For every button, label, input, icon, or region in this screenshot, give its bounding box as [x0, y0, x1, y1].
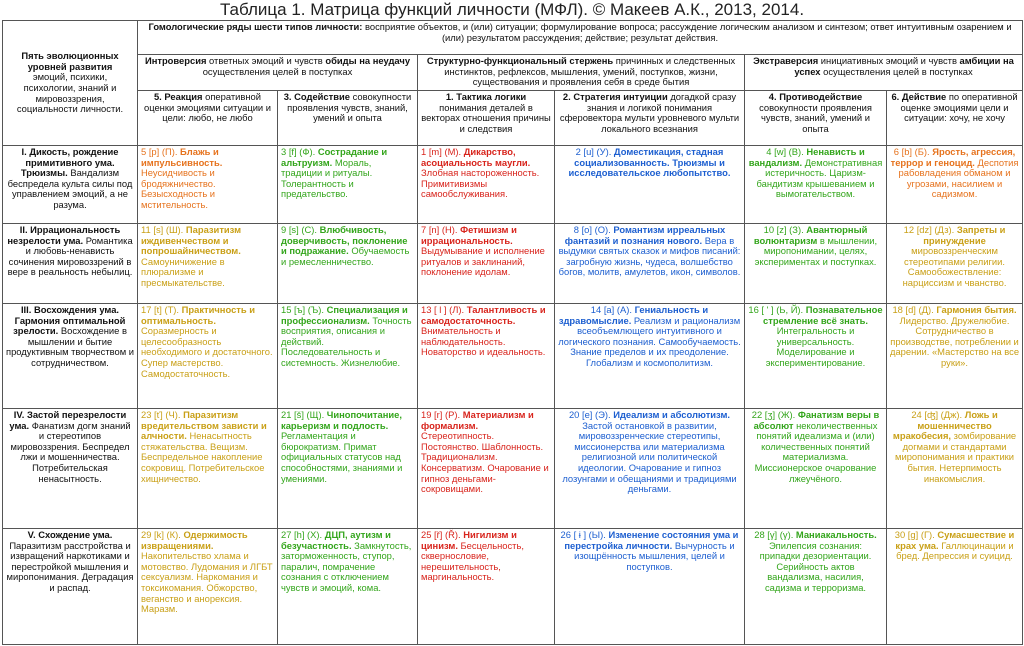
- cell-text: Замкнутость, заторможенность, ступор, паралич, помрачение сознания с отключением чувств и эмоций, кома.: [281, 539, 412, 593]
- group-extraversion: [745, 55, 1023, 91]
- cell-code: 5 [p] (П).: [141, 146, 178, 157]
- table-row: [3, 224, 1023, 304]
- group-text: инициативных эмоций и чувств: [820, 55, 957, 66]
- column-name: 1. Тактика логики: [445, 91, 527, 102]
- cell-text: Лидерство. Дружелюбие. Сотрудничество в производстве, потреблении и дарении. «Мастерство на все руки».: [890, 314, 1020, 368]
- cell-text: Самоуничижение в плюрализме и пресмыкательстве.: [141, 255, 225, 288]
- cell-code: 20 [e] (Э).: [568, 409, 611, 420]
- cell-name: Одержимость извращениями.: [141, 529, 248, 551]
- matrix-cell: [418, 304, 555, 409]
- group-title: Структурно-функциональный стержень: [426, 55, 614, 66]
- cell-text: неколичественных понятий идеализма и (или) количественных понятий материализма. Миссионерское очарование лжеучёного.: [754, 419, 878, 484]
- cell-name: Паразитизм вредительством зависти и алчности.: [141, 409, 267, 442]
- cell-name: Паразитизм иждивенчеством и попрошайничеством.: [141, 224, 242, 257]
- matrix-cell: [745, 529, 887, 645]
- cell-code: 14 [a] (А).: [590, 304, 632, 315]
- matrix-cell: [745, 304, 887, 409]
- cell-code: 3 [f] (Ф).: [281, 146, 316, 157]
- matrix-cell: [555, 409, 745, 529]
- group-structural-core: [418, 55, 745, 91]
- cell-text: Накопительство хлама и мотовство. Лудомания и ЛГБТ сексуализм. Наркомания и токсикомания. Обжорство, веганство и анорексия. Маразм.: [141, 550, 273, 615]
- cell-text: Застой остановкой в развитии, мировоззренческие стереотипы, миссионерства или материализма религиозной или политической идеологии. Очарование и гипноз лозунгами и обещаниями и традициями деньгами.: [562, 419, 737, 495]
- matrix-cell: [138, 304, 278, 409]
- group-title: Интроверсия: [144, 55, 207, 66]
- matrix-cell: [555, 146, 745, 224]
- group-title: Экстраверсия: [753, 55, 819, 66]
- cell-name: Сострадание и альтруизм.: [281, 146, 388, 168]
- cell-code: 23 [ť] (Ч).: [141, 409, 181, 420]
- matrix-cell: [745, 146, 887, 224]
- cell-name: Идеализм и абсолютизм.: [613, 409, 731, 420]
- level-title: III. Восхождения ума. Гармония оптимальной зрелости.: [13, 304, 126, 337]
- matrix-cell: [278, 304, 418, 409]
- matrix-cell: [278, 409, 418, 529]
- personality-matrix-table: [2, 20, 1023, 645]
- cell-code: 12 [dz] (Дз).: [903, 224, 955, 235]
- matrix-cell: [278, 529, 418, 645]
- cell-code: 30 [g] (Г).: [894, 529, 935, 540]
- cell-text: Мораль, традиции и ритуалы. Толерантность и предательство.: [281, 156, 373, 200]
- cell-name: Влюбчивость, доверчивость, поклонение и подражание.: [281, 224, 408, 257]
- cell-code: 16 [ ' ] (Ь, Й).: [748, 304, 804, 315]
- cell-text: Реализм и рационализм всеобъемлющего интуитивного и логического познания. Самообучаемость. Знание пределов и их преодоление. Глобализм и космополитизм.: [558, 314, 741, 368]
- matrix-cell: [745, 224, 887, 304]
- level-text: Фанатизм догм знаний и стереотипов мировоззрения. Беспредел лжи и мошенничества. Потребительская ненасытность.: [10, 419, 131, 484]
- cell-text: Выдумывание и исполнение ритуалов и заклинаний, поклонение идолам.: [421, 245, 545, 278]
- group-emphasis: амбиции на успех: [794, 55, 1014, 77]
- level-title: IV. Застой перезрелости ума.: [9, 409, 127, 431]
- cell-text: Регламентация и бюрократизм. Примат официальных статусов над способностями, знаниями и умениями.: [281, 430, 403, 484]
- cell-code: 2 [u] (У).: [575, 146, 612, 157]
- cell-name: Ярость, агрессия, террор и геноцид.: [890, 146, 1016, 168]
- matrix-cell: [887, 529, 1023, 645]
- cell-name: Материализм и формализм.: [421, 409, 534, 431]
- cell-text: Неусидчивость и бродяжничество. Безысходность и мстительность.: [141, 167, 216, 210]
- homologous-rows-text: восприятие объектов, и (или) ситуации; формулирование вопроса; рассуждение логическим анализом и синтезом; ответ интуитивным озарением и (или) результатом рассуждения; действие; результат действия.: [365, 21, 1012, 43]
- cell-code: 27 [h] (Х).: [281, 529, 323, 540]
- cell-text: Галлюцинации и бред. Депрессия и суицид.: [896, 539, 1014, 562]
- page-title: Таблица 1. Матрица функций личности (МФЛ). © Макеев А.К., 2013, 2014.: [219, 0, 805, 19]
- cell-name: Изменение состояния ума и перестройка личности.: [564, 529, 739, 551]
- level-cell: [3, 409, 138, 529]
- cell-name: Гениальность и здравомыслие.: [558, 304, 709, 326]
- cell-name: Маниакальность.: [795, 529, 877, 540]
- matrix-cell: [418, 529, 555, 645]
- cell-text: Вычурность и изощрённость мышления, целей и поступков.: [574, 539, 735, 572]
- column-name: 5. Реакция: [153, 91, 203, 102]
- level-cell: [3, 529, 138, 645]
- column-header-assistance: [278, 91, 418, 146]
- matrix-cell: [418, 224, 555, 304]
- column-text: понимания деталей в векторах отношения причины и следствия: [421, 101, 551, 134]
- group-text: причинных и следственных инстинктов, рефлексов, мышления, умений, поступков, жизни, существования и проявления себя в среде бытия: [444, 55, 736, 88]
- matrix-cell: [278, 224, 418, 304]
- matrix-cell: [887, 304, 1023, 409]
- cell-code: 1 [m] (М).: [421, 146, 462, 157]
- column-header-intuition: [555, 91, 745, 146]
- cell-name: Романтизм ирреальных фантазий и познания нового.: [564, 224, 726, 246]
- cell-name: Авантюрный волюнтаризм: [753, 224, 868, 246]
- cell-name: Сумасшествие и крах ума.: [895, 529, 1015, 551]
- homologous-rows-title: Гомологические ряды шести типов личности:: [148, 21, 363, 32]
- column-name: 6. Действие: [891, 91, 947, 102]
- column-name: 3. Содействие: [283, 91, 350, 102]
- cell-name: Ложь и мошенничество мракобесия,: [892, 409, 998, 442]
- cell-name: Чинопочитание, карьеризм и подлость.: [281, 409, 402, 431]
- matrix-cell: [418, 146, 555, 224]
- cell-code: 18 [d] (Д).: [892, 304, 934, 315]
- cell-name: Нигилизм и цинизм.: [421, 529, 517, 551]
- matrix-cell: [887, 146, 1023, 224]
- cell-text: Соразмерность и целесообразность необходимого и достаточного. Супер мастерство. Самодостаточность.: [141, 325, 273, 379]
- level-title: II. Иррациональность незрелости ума.: [7, 224, 121, 246]
- cell-code: 13 [ l ] (Л).: [421, 304, 465, 315]
- level-title: V. Схождение ума.: [27, 529, 113, 540]
- cell-code: 21 [š] (Щ).: [281, 409, 325, 420]
- group-text: осуществления целей в поступках: [823, 65, 973, 77]
- levels-header-cell: [3, 21, 138, 146]
- cell-code: 19 [r] (Р).: [421, 409, 461, 420]
- matrix-cell: [418, 409, 555, 529]
- column-header-logic: [418, 91, 555, 146]
- column-text: оперативной оценки эмоциями ситуации и цели: любо, не любо: [143, 91, 272, 124]
- cell-text: Стереотипность. Постоянство. Шаблонность. Традиционализм. Консерватизм. Очарование и гипноз деньгами-сокровищами.: [421, 430, 549, 495]
- cell-text: Обучаемость и ремесленничество.: [281, 245, 410, 267]
- cell-text: Вера в выдумки святых сказок и мифов писаний: загробную жизнь, чудеса, волшебство богов, молитв, амулетов, икон, символов.: [558, 234, 741, 278]
- column-header-counteraction: [745, 91, 887, 146]
- column-text: совокупности проявления чувств, знаний, умений и опыта: [287, 91, 412, 124]
- matrix-cell: [745, 409, 887, 529]
- cell-text: Деспотия рабовладения обманом и угрозами, насилием и садизмом.: [898, 156, 1019, 200]
- matrix-cell: [138, 409, 278, 529]
- cell-text: в мышлении, миропонимании, целях, экспериментах и поступках.: [754, 234, 878, 267]
- cell-code: 17 [t] (Т).: [141, 304, 180, 315]
- cell-code: 29 [k] (К).: [141, 529, 181, 540]
- cell-name: Практичность и оптимальность.: [141, 304, 256, 326]
- cell-text: Злобная настороженность. Примитивизмы самообслуживания.: [421, 167, 540, 200]
- cell-code: 10 [z] (З).: [763, 224, 804, 235]
- table-row: [3, 409, 1023, 529]
- cell-code: 6 [b] (Б).: [893, 146, 930, 157]
- cell-name: Дикарство, асоциальность маугли.: [421, 146, 531, 168]
- cell-text: Интегральность и универсальность. Моделирование и экспериментирование.: [765, 325, 866, 368]
- cell-code: 25 [ř] (Ř).: [421, 529, 461, 540]
- levels-header-text: эмоций, психики, психологии, знаний и мировоззрения, социальности личности.: [16, 71, 124, 115]
- cell-code: 4 [w] (В).: [766, 146, 804, 157]
- matrix-cell: [555, 304, 745, 409]
- cell-code: 9 [s] (С).: [281, 224, 317, 235]
- group-introversion: [138, 55, 418, 91]
- cell-name: Фанатизм веры в абсолют: [753, 409, 880, 431]
- cell-code: 26 [ ɨ ] (Ы).: [560, 529, 606, 540]
- column-header-reaction: [138, 91, 278, 146]
- cell-name: Специализация и профессионализм.: [281, 304, 408, 326]
- column-header-action: [887, 91, 1023, 146]
- cell-text: мировоззренческим стереотипами религии. Самообожествление: нарциссизм и чванство.: [902, 245, 1007, 288]
- matrix-cell: [278, 146, 418, 224]
- cell-text: Точность восприятия, описания и действий. Последовательность и системность. Жизнелюбие.: [281, 314, 412, 368]
- column-name: 4. Противодействие: [768, 91, 863, 102]
- cell-name: Познавательное стремление всё знать.: [763, 304, 883, 326]
- column-name: 2. Стратегия интуиции: [562, 91, 668, 102]
- cell-text: Эпилепсия сознания: припадки дезориентации. Серийность актов вандализма, насилия, садизма и терроризма.: [759, 539, 872, 593]
- level-cell: [3, 224, 138, 304]
- cell-name: Блажь и импульсивность.: [141, 146, 223, 168]
- cell-code: 24 [ʤ] (Дж).: [911, 409, 963, 420]
- table-row: [3, 304, 1023, 409]
- cell-name: Фетишизм и иррациональность.: [421, 224, 517, 246]
- level-text: Паразитизм расстройства и извращений наркотиками и перестройкой мышления и миропонимания. Деградация и распад.: [6, 539, 134, 593]
- column-text: совокупности проявления чувств, знаний, умений и опыта: [759, 101, 872, 134]
- column-text: по оперативной оценке эмоциями цели и ситуации: хочу, не хочу: [900, 91, 1018, 124]
- level-cell: [3, 146, 138, 224]
- cell-name: Талантливость и самодостаточность.: [421, 304, 546, 326]
- homologous-rows-header: [138, 21, 1023, 55]
- level-text: Романтика и любовь-ненависть сочинения мировоззрений в вере в реальность небылиц.: [7, 234, 133, 278]
- level-title: I. Дикость, рождение примитивного ума. Трюизмы.: [20, 146, 119, 179]
- cell-code: 8 [o] (О).: [573, 224, 611, 235]
- matrix-cell: [555, 224, 745, 304]
- levels-header-title: Пять эволюционных уровней развития: [21, 50, 119, 72]
- matrix-cell: [555, 529, 745, 645]
- group-text: осуществления целей в поступках: [202, 65, 353, 77]
- cell-name: Ненависть и вандализм.: [748, 146, 865, 168]
- group-text: ответных эмоций и чувств: [209, 55, 323, 66]
- table-row: [3, 529, 1023, 645]
- table-row: [3, 146, 1023, 224]
- matrix-cell: [138, 224, 278, 304]
- cell-name: Запреты и принуждение: [923, 224, 1006, 246]
- group-emphasis: обиды на неудачу: [325, 55, 411, 66]
- level-cell: [3, 304, 138, 409]
- cell-name: ДЦП, аутизм и безучастность.: [281, 529, 391, 551]
- level-text: Вандализм беспредела культа силы под управлением эмоций, а не разума.: [7, 167, 133, 210]
- cell-text: Демонстративная истеричность. Царизм-бандитизм крышеванием и вымогательством.: [756, 156, 883, 200]
- cell-code: 28 [γ] (γ).: [754, 529, 794, 540]
- cell-text: Бесцельность, сквернословие, нерешительность, маргинальность.: [421, 539, 524, 583]
- cell-code: 22 [ʒ] (Ж).: [751, 409, 796, 420]
- cell-name: Доместикация, стадная социализованность. Трюизмы и исследовательское любопытство.: [568, 146, 731, 179]
- cell-code: 7 [n] (Н).: [421, 224, 458, 235]
- level-text: Восхождение в мышлении и бытие продуктивным творчеством и сотрудничеством.: [6, 325, 134, 368]
- matrix-cell: [138, 529, 278, 645]
- column-text: догадкой сразу знания и логикой понимания сферовектора мульти уровневого мульти локального всезнания: [559, 91, 740, 134]
- cell-code: 15 [ъ] (Ъ).: [281, 304, 324, 315]
- cell-code: 11 [s] (Ш).: [141, 224, 184, 235]
- matrix-cell: [138, 146, 278, 224]
- cell-text: зомбирование догмами и стандартами миропонимания и практики бытия. Нетерпимость инакомыслия.: [895, 430, 1017, 484]
- cell-text: Ненасытность стяжательства. Вещизм. Беспредельное накопление сокровищ. Потребительское хищничество.: [141, 430, 265, 484]
- matrix-cell: [887, 224, 1023, 304]
- matrix-cell: [887, 409, 1023, 529]
- cell-text: Внимательность и наблюдательность. Новаторство и идеальность.: [421, 325, 546, 358]
- cell-name: Гармония бытия.: [936, 304, 1017, 315]
